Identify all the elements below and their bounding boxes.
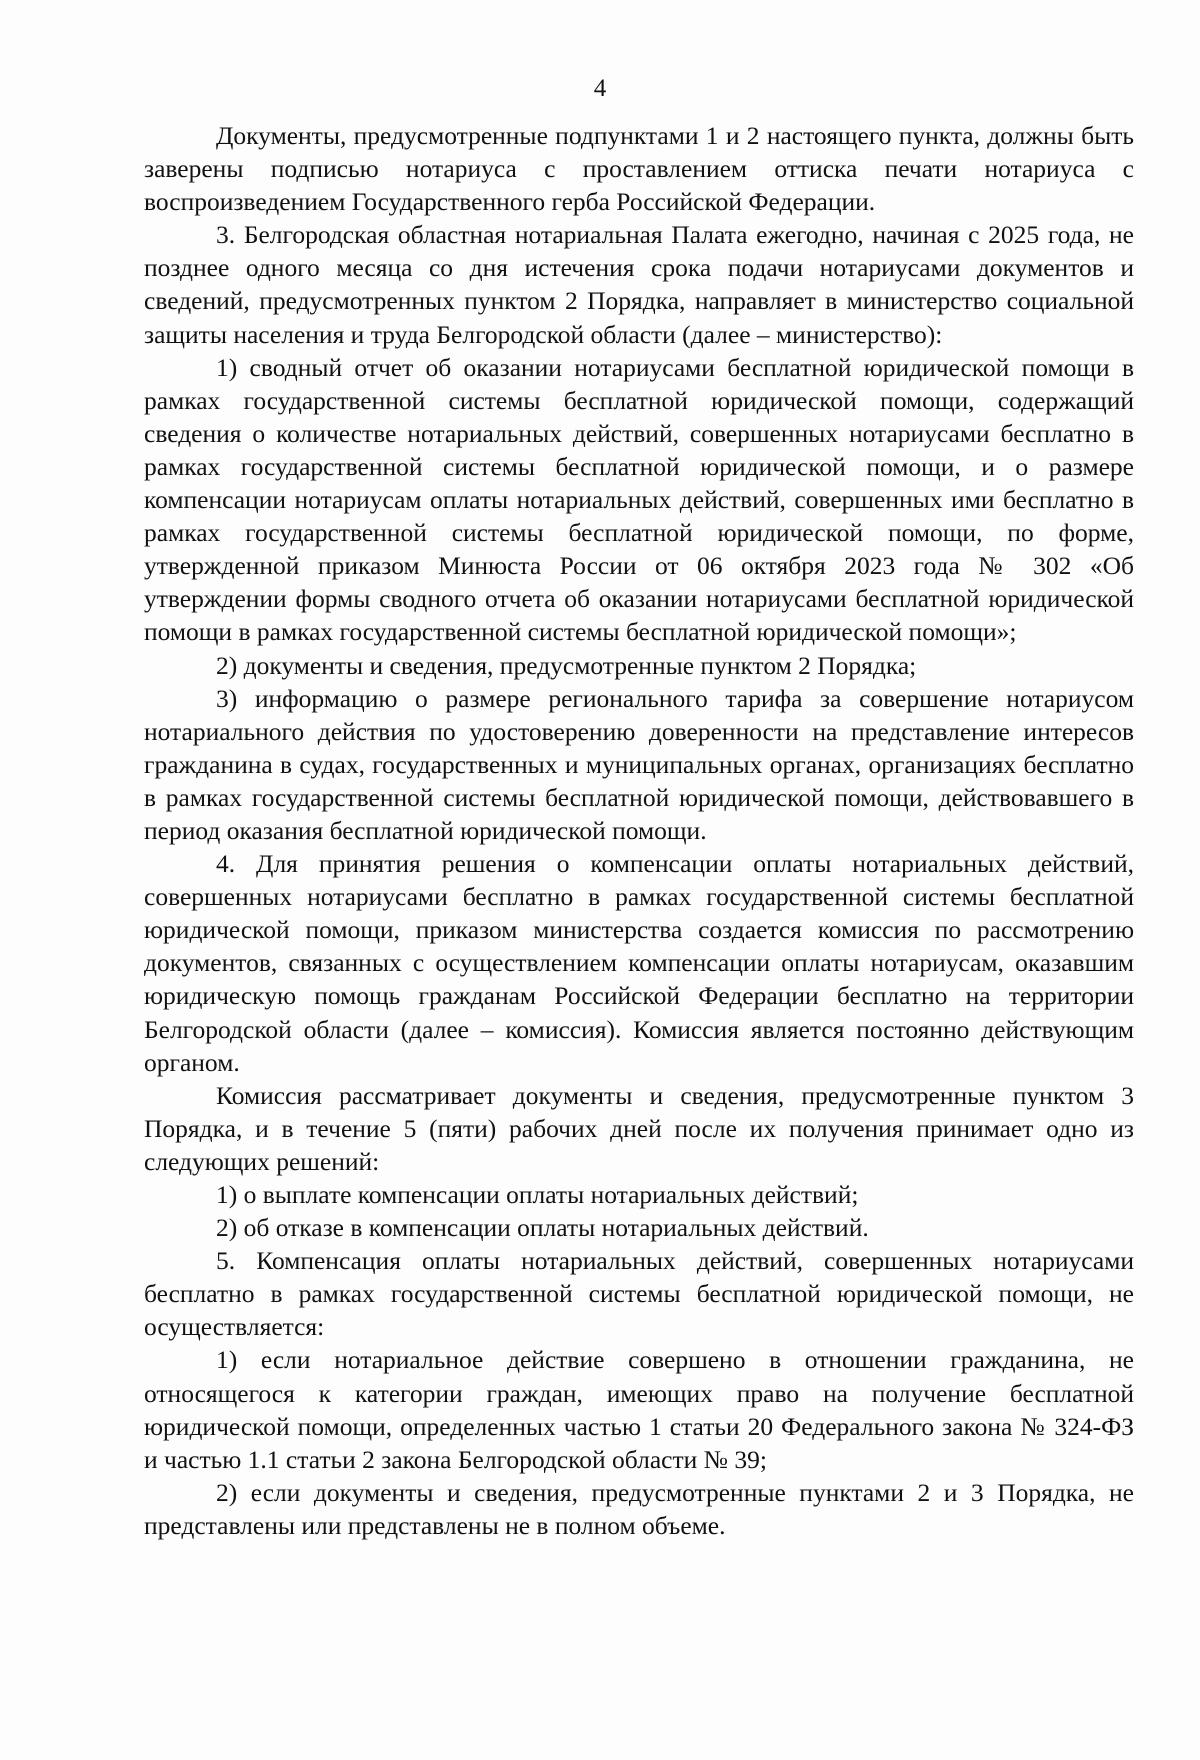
paragraph-item-3-1: 1) сводный отчет об оказании нотариусами бесплатной юридической помощи в рамках государственной системы бесплатной юридической помощи, содержащий сведения о количестве нотариальных действий, совершенных нотариусами бесплатно в рамках государственной системы бесплатной юридической помощи, и о размере компенсации нотариусам оплаты нотариальных действий, совершенных ими бесплатно в рамках государственной системы бесплатной юридической помощи, по форме, утвержденной приказом Минюста России от 06 октября 2023 года № 302 «Об утверждении формы сводного отчета об оказании нотариусами бесплатной юридической помощи в рамках государственной системы бесплатной юридической помощи»; xyxy=(144,352,1134,647)
paragraph-decision-1: 1) о выплате компенсации оплаты нотариальных действий; xyxy=(216,1180,859,1209)
paragraph-certification: Документы, предусмотренные подпунктами 1 и 2 настоящего пункта, должны быть заверены подписью нотариуса с проставлением оттиска печати нотариуса с воспроизведением Государственного герба Российской Федерации. xyxy=(144,121,1134,217)
paragraph-item-5-2: 2) если документы и сведения, предусмотренные пунктами 2 и 3 Порядка, не представлены или представлены не в полном объеме. xyxy=(144,1477,1134,1540)
document-body xyxy=(144,119,1134,1542)
paragraph-decision-2: 2) об отказе в компенсации оплаты нотариальных действий. xyxy=(216,1213,869,1243)
paragraph-item-3-3: 3) информацию о размере регионального тарифа за совершение нотариусом нотариального действия по удостоверению доверенности на представление интересов гражданина в судах, государственных и муниципальных органах, организациях бесплатно в рамках государственной системы бесплатной юридической помощи, действовавшего в период оказания бесплатной юридической помощи. xyxy=(144,683,1134,845)
paragraph-commission: Комиссия рассматривает документы и сведения, предусмотренные пунктом 3 Порядка, и в течение 5 (пяти) рабочих дней после их получения принимает одно из следующих решений: xyxy=(144,1080,1134,1176)
page-number: 4 xyxy=(593,75,607,102)
paragraph-item-3: 3. Белгородская областная нотариальная Палата ежегодно, начиная с 2025 года, не позднее одного месяца со дня истечения срока подачи нотариусами документов и сведений, предусмотренных пунктом 2 Порядка, направляет в министерство социальной защиты населения и труда Белгородской области (далее – министерство): xyxy=(144,220,1134,349)
paragraph-item-4: 4. Для принятия решения о компенсации оплаты нотариальных действий, совершенных нотариусами бесплатно в рамках государственной системы бесплатной юридической помощи, приказом министерства создается комиссия по рассмотрению документов, связанных с осуществлением компенсации оплаты нотариусам, оказавшим юридическую помощь гражданам Российской Федерации бесплатно на территории Белгородской области (далее – комиссия). Комиссия является постоянно действующим органом. xyxy=(144,849,1134,1077)
paragraph-item-5: 5. Компенсация оплаты нотариальных действий, совершенных нотариусами бесплатно в рамках государственной системы бесплатной юридической помощи, не осуществляется: xyxy=(144,1246,1134,1342)
paragraph-item-5-1: 1) если нотариальное действие совершено в отношении гражданина, не относящегося к категории граждан, имеющих право на получение бесплатной юридической помощи, определенных частью 1 статьи 20 Федерального закона № 324-ФЗ и частью 1.1 статьи 2 закона Белгородской области № 39; xyxy=(144,1345,1134,1474)
paragraph-item-3-2: 2) документы и сведения, предусмотренные пунктом 2 Порядка; xyxy=(216,650,917,680)
